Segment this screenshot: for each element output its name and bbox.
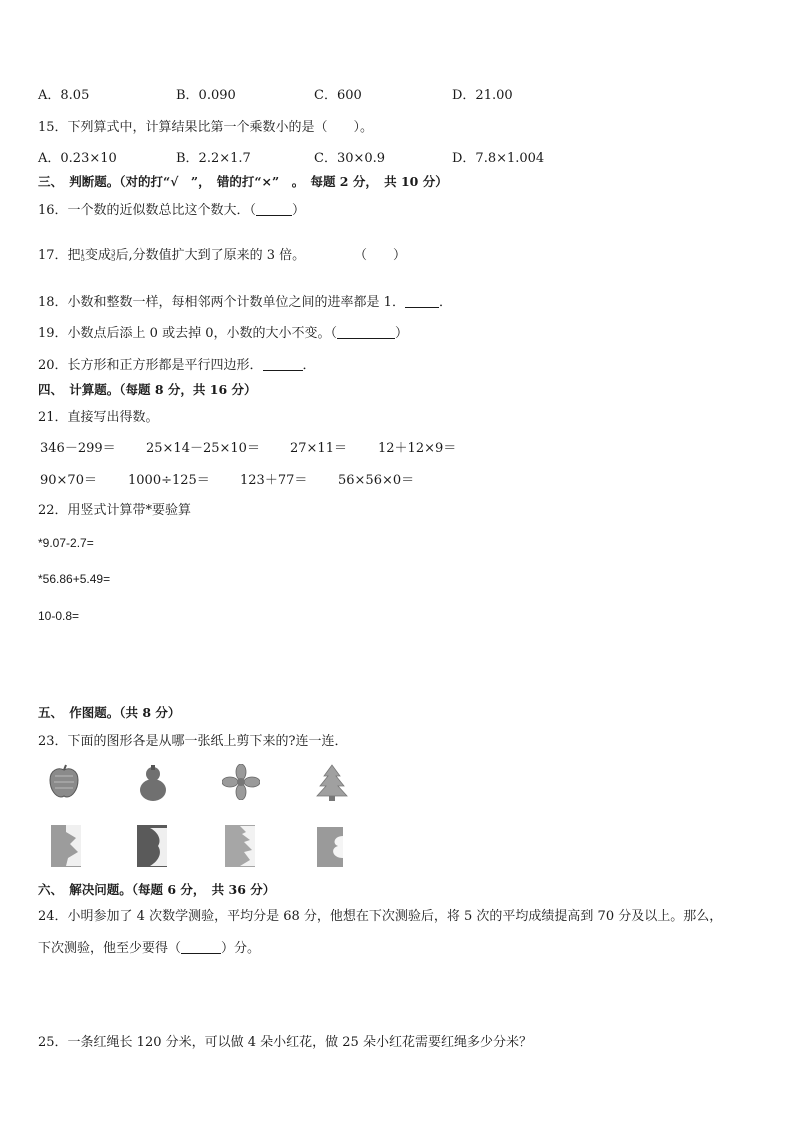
q14-option-b[interactable]: B．0.090 [176, 88, 236, 103]
gourd-cutout-icon[interactable] [136, 764, 170, 802]
q20-end: ． [302, 358, 316, 373]
q17-pre: 17．把 [38, 248, 81, 263]
q19 [38, 322, 408, 341]
q17-fraction-2: 3 5 [111, 248, 116, 263]
q17-fraction-1: 1 5 [80, 248, 86, 263]
q14-option-a[interactable]: A．8.05 [38, 88, 90, 103]
q19-answer-blank[interactable] [337, 326, 395, 339]
q14-option-c[interactable]: C．600 [314, 88, 362, 103]
q16-answer-blank[interactable] [256, 203, 292, 216]
section-6-heading: 六、 解决问题。（每题 6 分， 共 36 分） [38, 882, 276, 897]
q22-item-1: *9.07-2.7= [38, 536, 94, 550]
paper-hole-2-icon[interactable] [136, 824, 168, 868]
q21-item: 27×11＝ [290, 441, 347, 456]
q18-text: 18．小数和整数一样，每相邻两个计数单位之间的进率都是 1． [38, 295, 405, 310]
q20-text: 20．长方形和正方形都是平行四边形． [38, 358, 263, 373]
section-4-heading: 四、 计算题。（每题 8 分，共 16 分） [38, 382, 257, 397]
q22-item-3: 10-0.8= [38, 609, 80, 623]
q17 [38, 244, 305, 263]
q25-stem: 25．一条红绳长 120 分米，可以做 4 朵小红花，做 25 朵小红花需要红绳多少分米？ [38, 1035, 532, 1050]
paper-hole-1-icon[interactable] [50, 824, 82, 868]
q22-item-2: *56.86+5.49= [38, 572, 111, 586]
q21-item: 346－299＝ [40, 441, 116, 456]
apple-cutout-icon[interactable] [46, 764, 82, 800]
q24-end: ）分。 [221, 941, 261, 956]
q19-close: ） [394, 326, 408, 341]
q18 [38, 291, 452, 310]
q21-item: 123＋77＝ [240, 473, 308, 488]
q16 [38, 199, 305, 218]
q22-stem: 22．用竖式计算带*要验算 [38, 503, 192, 518]
q24-text: 下次测验，他至少要得（ [38, 941, 182, 956]
tree-cutout-icon[interactable] [314, 764, 350, 802]
q21-item: 56×56×0＝ [338, 473, 415, 488]
q15-option-d[interactable]: D．7.8×1.004 [452, 151, 545, 166]
paper-hole-3-icon[interactable] [224, 824, 256, 868]
q15-option-a[interactable]: A．0.23×10 [38, 151, 117, 166]
q21-item: 12＋12×9＝ [378, 441, 457, 456]
section-5-heading: 五、 作图题。（共 8 分） [38, 705, 181, 720]
q19-text: 19．小数点后添上 0 或去掉 0，小数的大小不变。（ [38, 326, 337, 341]
q24-line-1: 24．小明参加了 4 次数学测验，平均分是 68 分，他想在下次测验后，将 5 次的平均成绩提高到 70 分及以上。那么， [38, 909, 723, 924]
q16-close: ） [292, 203, 306, 218]
q17-post: 后,分数值扩大到了原来的 3 倍。 [115, 248, 306, 263]
q15-option-c[interactable]: C．30×0.9 [314, 151, 386, 166]
q17-answer-blank[interactable]: （ ） [354, 248, 407, 263]
flower-cutout-icon[interactable] [222, 764, 260, 800]
paper-hole-4-icon[interactable] [316, 826, 344, 868]
q21-item: 25×14－25×10＝ [146, 441, 260, 456]
q21-item: 90×70＝ [40, 473, 97, 488]
q14-option-d[interactable]: D．21.00 [452, 88, 513, 103]
q18-end: ． [438, 295, 452, 310]
section-3-heading: 三、 判断题。（对的打“√ ”， 错的打“×” 。 每题 2 分， 共 10 分） [38, 174, 448, 189]
q24-line-2 [38, 937, 260, 956]
q21-stem: 21．直接写出得数。 [38, 410, 159, 425]
q16-text: 16．一个数的近似数总比这个数大．（ [38, 203, 257, 218]
q18-answer-blank[interactable] [405, 295, 439, 308]
q15-option-b[interactable]: B．2.2×1.7 [176, 151, 251, 166]
q17-mid: 变成 [85, 248, 112, 263]
q21-item: 1000÷125＝ [128, 473, 210, 488]
q20 [38, 354, 316, 373]
q15-stem: 15．下列算式中，计算结果比第一个乘数小的是（ ）。 [38, 120, 374, 135]
q24-answer-blank[interactable] [181, 941, 221, 954]
q20-answer-blank[interactable] [263, 358, 303, 371]
q23-stem: 23．下面的图形各是从哪一张纸上剪下来的?连一连． [38, 734, 348, 749]
